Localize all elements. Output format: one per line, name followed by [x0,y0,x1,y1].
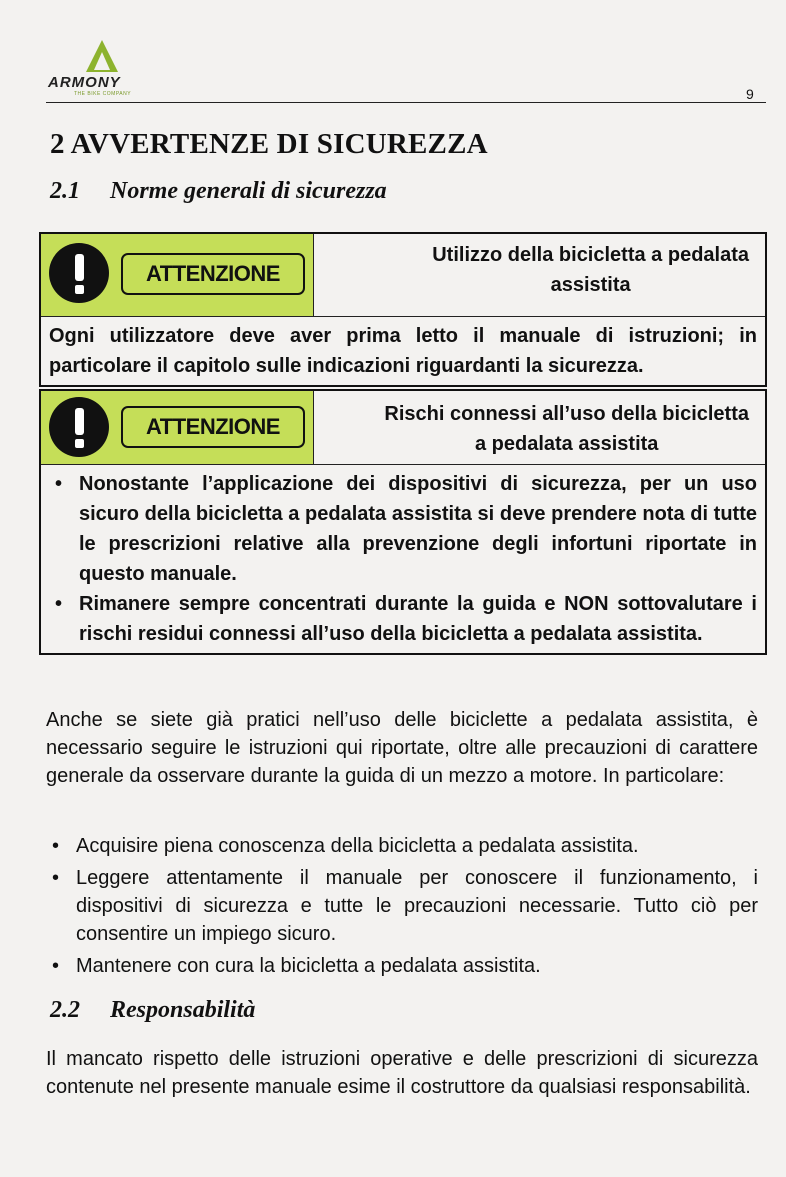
list-item: • Acquisire piena conoscenza della bicicletta a pedalata assistita. [46,832,758,860]
warning-badge [41,391,314,464]
subsection-title: Responsabilità [110,997,256,1023]
warning-box-usage [39,232,767,387]
warning-header [41,234,765,317]
section-number: 2 [50,128,65,160]
precautions-list [46,832,758,984]
brand-name: ARMONY [48,74,121,91]
subsection-heading-2-2 [50,997,255,1024]
section-title-text: AVVERTENZE DI SICUREZZA [70,128,488,160]
warning-body [41,465,765,653]
warning-badge [41,234,314,316]
warning-bullet-list [49,469,757,649]
subsection-heading-2-1 [50,178,387,205]
warning-title-line2: a pedalata assistita [474,433,659,455]
brand-logo [48,38,158,98]
warning-title-line1: Utilizzo della bicicletta a pedalata [432,244,749,266]
warning-body: Ogni utilizzatore deve aver prima letto il manuale di istruzioni; in particolare il capitolo sulle indicazioni riguardanti la sicurezza. [49,325,757,377]
warning-box-risks [39,389,767,655]
warning-title-line2: assistita [550,274,631,296]
page-number: 9 [746,86,754,102]
warning-title [384,399,749,459]
subsection-number: 2.1 [50,178,80,204]
exclamation-icon [49,397,109,457]
warning-title [432,240,749,300]
list-item: • Nonostante l’applicazione dei dispositivi di sicurezza, per un uso sicuro della bicicletta a pedalata assistita si deve prendere nota di tutte le prescrizioni relative alla prevenzione degli infortuni riportate in questo manuale. [49,469,757,589]
list-item: • Leggere attentamente il manuale per conoscere il funzionamento, i dispositivi di sicurezza e tutte le precauzioni necessarie. Tutto ciò per consentire un impiego sicuro. [46,864,758,948]
exclamation-icon [49,243,109,303]
brand-tagline: THE BIKE COMPANY [74,91,132,97]
responsibility-paragraph: Il mancato rispetto delle istruzioni operative e delle prescrizioni di sicurezza contenute nel presente manuale esime il costruttore da qualsiasi responsabilità. [46,1048,758,1098]
warning-header [41,391,765,465]
attention-label: ATTENZIONE [121,253,305,295]
warning-title-line1: Rischi connessi all’uso della bicicletta [384,403,749,425]
intro-paragraph: Anche se siete già pratici nell’uso delle biciclette a pedalata assistita, è necessario seguire le istruzioni qui riportate, oltre alle precauzioni di carattere generale da osservare durante la guida di un mezzo a motore. In particolare: [46,709,758,787]
subsection-number: 2.2 [50,997,80,1023]
attention-label: ATTENZIONE [121,406,305,448]
logo-triangle-icon [82,38,122,74]
list-item: • Mantenere con cura la bicicletta a pedalata assistita. [46,952,758,980]
subsection-title: Norme generali di sicurezza [110,178,387,204]
section-title [50,128,488,161]
list-item: • Rimanere sempre concentrati durante la guida e NON sottovalutare i rischi residui connessi all’uso della bicicletta a pedalata assistita. [49,589,757,649]
header-rule [46,102,766,103]
